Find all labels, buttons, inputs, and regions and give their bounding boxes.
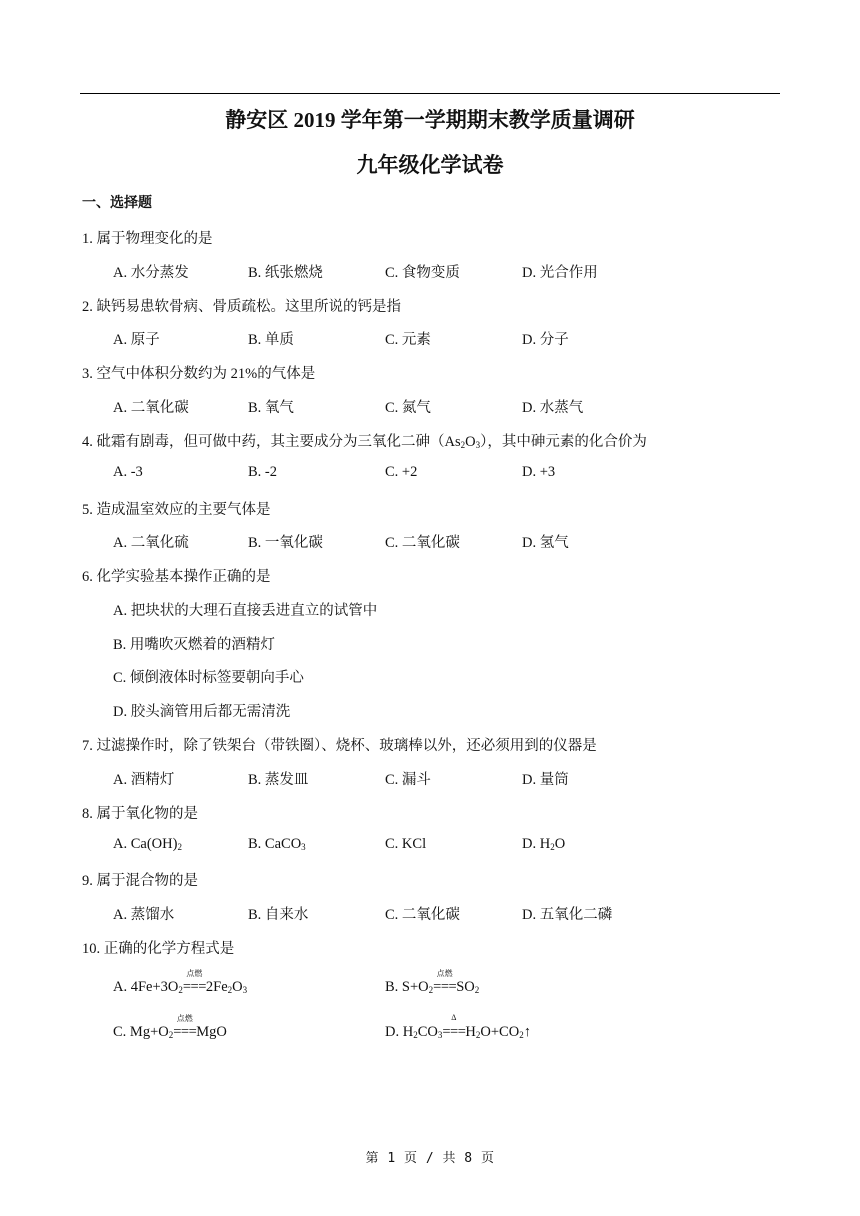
question-8-option-a: A. $Ca(OH)_2$	[113, 836, 182, 852]
question-9-option-a: A. 蒸馏水	[113, 907, 175, 923]
question-7-stem: 7. 过滤操作时，除了铁架台（带铁圈）、烧杯、玻璃棒以外，还必须用到的仪器是	[82, 738, 597, 754]
question-2-option-d: D. 分子	[522, 332, 569, 348]
question-10-option-a: A. $4Fe+3O_2$ 点燃 $===2Fe_2O_3$	[113, 969, 248, 995]
page-footer: 第 1 页 / 共 8 页	[365, 1151, 495, 1166]
question-6-option-a: A. 把块状的大理石直接丢进直立的试管中	[113, 603, 378, 619]
document-subtitle: 九年级化学试卷	[356, 153, 504, 177]
question-9-option-b: B. 自来水	[248, 907, 309, 923]
question-8-stem: 8. 属于氧化物的是	[82, 806, 198, 822]
question-2-option-a: A. 原子	[113, 332, 160, 348]
question-8-option-d: D. $H_2O$	[522, 836, 566, 852]
question-10-option-d: D. $H_2CO_3$ Δ $===H_2O+CO_2↑$	[385, 1013, 531, 1040]
question-8-option-b: B. CaCO$_3$	[248, 836, 306, 852]
question-4-option-c: C. +2	[385, 464, 418, 480]
question-9-option-c: C. 二氧化碳	[385, 907, 460, 923]
question-5-option-d: D. 氢气	[522, 535, 569, 551]
header-rule	[80, 93, 780, 94]
question-3-option-a: A. 二氧化碳	[113, 400, 189, 416]
question-7-option-c: C. 漏斗	[385, 772, 431, 788]
question-3-option-c: C. 氮气	[385, 400, 431, 416]
section-heading: 一、选择题	[82, 196, 152, 211]
reaction-condition: 点燃 ===	[182, 969, 206, 995]
question-10-option-b: B. $S+O_2$ 点燃 $===SO_2$	[385, 969, 480, 995]
question-9-stem: 9. 属于混合物的是	[82, 873, 198, 889]
question-10-option-c: C. $Mg+O_2$ 点燃 ===MgO	[113, 1014, 227, 1040]
question-2-option-b: B. 单质	[248, 332, 294, 348]
question-5-option-a: A. 二氧化硫	[113, 535, 189, 551]
question-4-option-b: B. -2	[248, 464, 277, 480]
question-6-option-c: C. 倾倒液体时标签要朝向手心	[113, 670, 304, 686]
reaction-condition: Δ ===	[442, 1013, 466, 1040]
question-1-option-a: A. 水分蒸发	[113, 265, 189, 281]
question-3-option-b: B. 氧气	[248, 400, 294, 416]
reaction-condition: 点燃 ===	[173, 1014, 197, 1040]
question-4-stem: 4. 砒霜有剧毒，但可做中药，其主要成分为三氧化二砷$(As_2O_3)$，其中砷元素的化合价为	[82, 434, 647, 450]
question-8-option-c: C. KCl	[385, 836, 427, 852]
question-2-stem: 2. 缺钙易患软骨病、骨质疏松。这里所说的钙是指	[82, 299, 401, 315]
question-3-stem: 3. 空气中体积分数约为 21%的气体是	[82, 366, 316, 382]
question-4-option-a: A. -3	[113, 464, 143, 480]
question-9-option-d: D. 五氧化二磷	[522, 907, 613, 923]
question-5-option-b: B. 一氧化碳	[248, 535, 323, 551]
question-4-option-d: D. +3	[522, 464, 556, 480]
document-title: 静安区 2019 学年第一学期期末教学质量调研	[225, 108, 635, 132]
question-5-option-c: C. 二氧化碳	[385, 535, 460, 551]
question-7-option-a: A. 酒精灯	[113, 772, 175, 788]
question-7-option-d: D. 量筒	[522, 772, 569, 788]
question-7-option-b: B. 蒸发皿	[248, 772, 309, 788]
question-2-option-c: C. 元素	[385, 332, 431, 348]
question-6-option-d: D. 胶头滴管用后都无需清洗	[113, 704, 291, 720]
question-1-option-d: D. 光合作用	[522, 265, 598, 281]
reaction-condition: 点燃 ===	[433, 969, 457, 995]
question-1-stem: 1. 属于物理变化的是	[82, 231, 213, 247]
question-5-stem: 5. 造成温室效应的主要气体是	[82, 502, 271, 518]
question-1-option-b: B. 纸张燃烧	[248, 265, 323, 281]
question-3-option-d: D. 水蒸气	[522, 400, 584, 416]
question-6-stem: 6. 化学实验基本操作正确的是	[82, 569, 271, 585]
question-10-stem: 10. 正确的化学方程式是	[82, 941, 235, 957]
question-1-option-c: C. 食物变质	[385, 265, 460, 281]
question-6-option-b: B. 用嘴吹灭燃着的酒精灯	[113, 637, 275, 653]
